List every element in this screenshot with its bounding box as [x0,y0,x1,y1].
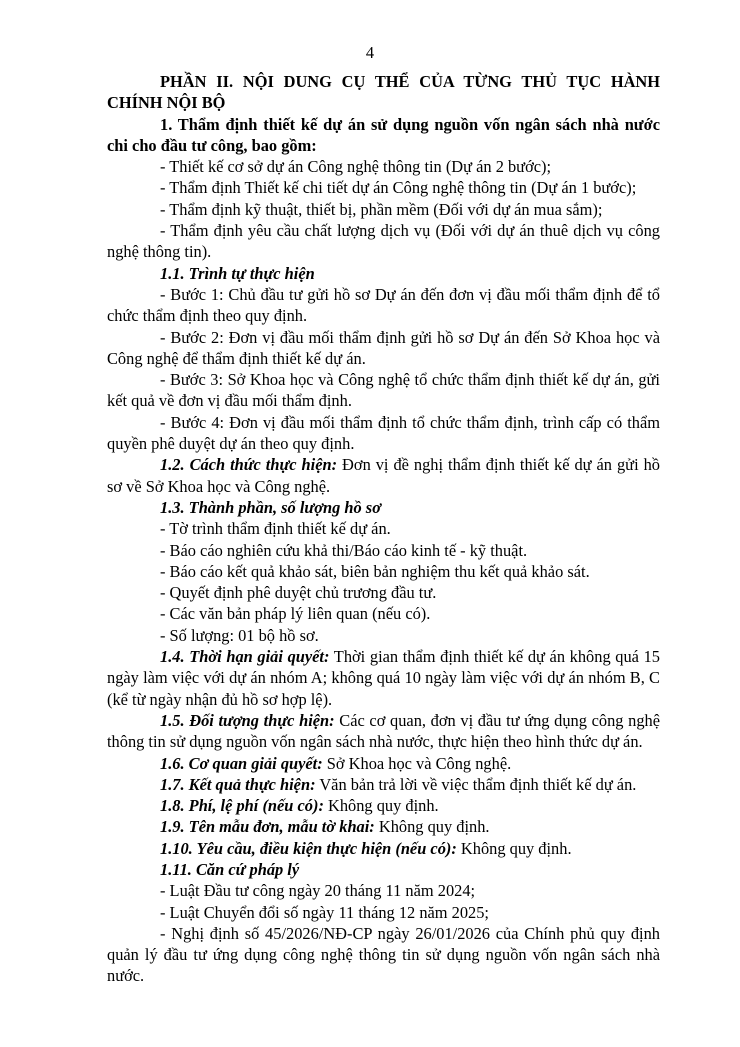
subsection-label: 1.5. Đối tượng thực hiện: [160,710,335,730]
dossier-item: - Quyết định phê duyệt chủ trương đầu tư. [160,583,437,603]
section-title: 1. Thẩm định thiết kế dự án sử dụng nguồn vốn ngân sách nhà nước chi cho đầu tư công, bao gồm: [107,114,660,155]
subsection-1-2 [107,454,660,497]
step-item: - Bước 1: Chủ đầu tư gửi hồ sơ Dự án đến đơn vị đầu mối thẩm định để tổ chức thẩm định theo quy định. [107,284,660,326]
subsection-text: Văn bản trả lời về việc thẩm định thiết kế dự án. [315,774,637,794]
subsection-text: Không quy định. [374,817,490,837]
subsection-1-10 [107,838,660,859]
subsection-text: Không quy định. [456,838,572,858]
dossier-item: - Số lượng: 01 bộ hồ sơ. [160,625,319,645]
dossier-item: - Báo cáo nghiên cứu khả thi/Báo cáo kinh tế - kỹ thuật. [160,540,528,560]
subsection-1-9 [107,816,660,837]
legal-basis-item: - Luật Chuyển đổi số ngày 11 tháng 12 năm 2025; [160,902,489,922]
subsection-label: 1.6. Cơ quan giải quyết: [160,753,323,773]
subsection-label: 1.2. Cách thức thực hiện: [160,455,338,475]
legal-basis-item: - Nghị định số 45/2026/NĐ-CP ngày 26/01/2026 của Chính phủ quy định quản lý đầu tư ứng dụng công nghệ thông tin sử dụng nguồn vốn ngân sách nhà nước. [107,923,660,986]
subsection-label: 1.11. Căn cứ pháp lý [160,859,300,879]
subsection-text: Không quy định. [323,796,439,816]
legal-basis-item: - Luật Đầu tư công ngày 20 tháng 11 năm 2024; [160,881,476,901]
subsection-text: Thời gian thẩm định thiết kế dự án không quá 15 ngày làm việc với dự án nhóm A; không quá 10 ngày làm việc với dự án nhóm B, C (kể từ ngày nhận đủ hồ sơ hợp lệ). [107,647,660,709]
subsection-label: 1.8. Phí, lệ phí (nếu có): [160,796,324,816]
subsection-label: 1.9. Tên mẫu đơn, mẫu tờ khai: [160,817,375,837]
section-item: - Thẩm định kỹ thuật, thiết bị, phần mềm (Đối với dự án mua sắm); [160,199,603,219]
subsection-text: Sở Khoa học và Công nghệ. [322,753,512,773]
subsection-text: Các cơ quan, đơn vị đầu tư ứng dụng công nghệ thông tin sử dụng nguồn vốn ngân sách nhà nước, thực hiện theo hình thức dự án. [107,710,660,752]
page-number: 4 [365,43,375,62]
subsection-1-4 [107,646,660,710]
subsection-1-7 [107,774,660,795]
subsection-text: Đơn vị đề nghị thẩm định thiết kế dự án gửi hồ sơ về Sở Khoa học và Công nghệ. [107,455,660,496]
subsection-label: 1.3. Thành phần, số lượng hồ sơ [160,497,381,517]
subsection-1-6 [107,753,660,774]
subsection-1-8 [107,795,660,816]
subsection-label: 1.10. Yêu cầu, điều kiện thực hiện (nếu có): [160,838,457,858]
step-item: - Bước 4: Đơn vị đầu mối thẩm định tổ chức thẩm định, trình cấp có thẩm quyền phê duyệt dự án theo quy định. [107,412,660,454]
subsection-label: 1.1. Trình tự thực hiện [160,263,315,283]
subsection-heading-1-3 [107,497,660,518]
subsection-label: 1.4. Thời hạn giải quyết: [160,647,330,667]
part-title: PHẦN II. NỘI DUNG CỤ THỂ CỦA TỪNG THỦ TỤC HÀNH CHÍNH NỘI BỘ [107,72,660,113]
dossier-item: - Các văn bản pháp lý liên quan (nếu có). [160,604,431,624]
step-item: - Bước 2: Đơn vị đầu mối thẩm định gửi hồ sơ Dự án đến Sở Khoa học và Công nghệ để thẩm định thiết kế dự án. [107,327,660,368]
dossier-item: - Báo cáo kết quả khảo sát, biên bản nghiệm thu kết quả khảo sát. [160,561,590,581]
section-item: - Thiết kế cơ sở dự án Công nghệ thông tin (Dự án 2 bước); [160,157,552,177]
section-item: - Thẩm định Thiết kế chi tiết dự án Công nghệ thông tin (Dự án 1 bước); [160,178,637,198]
dossier-item: - Tờ trình thẩm định thiết kế dự án. [160,519,391,539]
subsection-1-5 [107,710,660,753]
subsection-heading-1-11 [107,859,660,880]
subsection-heading-1-1 [107,263,660,284]
subsection-label: 1.7. Kết quả thực hiện: [160,774,316,794]
step-item: - Bước 3: Sở Khoa học và Công nghệ tổ chức thẩm định thiết kế dự án, gửi kết quả về đơn vị đầu mối thẩm định. [107,370,660,411]
section-item: - Thẩm định yêu cầu chất lượng dịch vụ (Đối với dự án thuê dịch vụ công nghệ thông tin). [107,221,660,262]
page-content [107,71,660,987]
